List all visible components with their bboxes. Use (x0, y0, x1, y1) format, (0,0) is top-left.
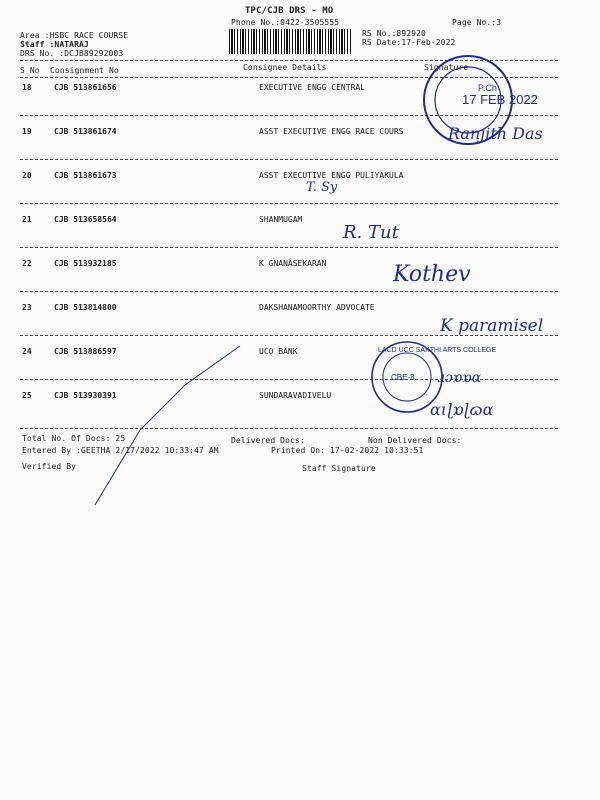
verified-by: Verified By (22, 462, 77, 471)
page-number: Page No.:3 (452, 18, 502, 27)
staff-label: Staff :NATARAJ (20, 40, 89, 49)
signature-row23: K paramisel (440, 316, 544, 336)
phone-number: Phone No.:0422-3505555 (231, 18, 340, 27)
row-sno: 18 (22, 83, 32, 92)
staff-signature: Staff Signature (302, 464, 376, 473)
printed-on: Printed On: 17-02-2022 10:33:51 (271, 446, 424, 455)
row-consignee: SHANMUGAM (259, 215, 303, 224)
row-sno: 20 (22, 171, 32, 180)
signature-row21: R. Tut (343, 222, 399, 243)
signature-row19: Ranjith Das (448, 124, 543, 143)
area-label: Area :HSBC RACE COURSE (20, 31, 129, 40)
row-consignment: CJB 513861656 (54, 83, 117, 92)
pen-stroke (95, 346, 240, 505)
col-consignee: Consignee Details (243, 63, 327, 72)
col-sno: S No (20, 66, 40, 75)
row-sno: 25 (22, 391, 32, 400)
row-sno: 23 (22, 303, 32, 312)
row-consignment: CJB 513814800 (54, 303, 117, 312)
row-sno: 21 (22, 215, 32, 224)
date-stamp-text: 17 FEB 2022 (462, 92, 538, 107)
row-consignment: CJB 513930391 (54, 391, 117, 400)
signature-row22: Kothev (393, 262, 471, 287)
col-consignment: Consignment No (50, 66, 119, 75)
document-title: TPC/CJB DRS - MO (245, 6, 334, 16)
total-docs: Total No. Of Docs: 25 (22, 434, 126, 443)
entered-by: Entered By :GEETHA 2/17/2022 10:33:47 AM (22, 446, 219, 455)
row-sno: 22 (22, 259, 32, 268)
signature-row24: ɹɔɒɒɑ (438, 370, 482, 386)
delivered-docs: Delivered Docs: (231, 436, 305, 445)
signature-row20: T. Sy (306, 180, 338, 195)
row-consignee: DAKSHANAMOORTHY ADVOCATE (259, 303, 375, 312)
row-consignment: CJB 513658564 (54, 215, 117, 224)
svg-text:CBE-8: CBE-8 (391, 373, 415, 382)
rs-date: RS Date:17-Feb-2022 (362, 38, 456, 47)
row-sno: 24 (22, 347, 32, 356)
row-consignee: ASST EXECUTIVE ENGG RACE COURS (259, 127, 404, 136)
non-delivered-docs: Non Delivered Docs: (368, 436, 462, 445)
row-consignment: CJB 513861674 (54, 127, 117, 136)
col-signature: Signature (424, 63, 469, 72)
row-consignee: K GNANASEKARAN (259, 259, 327, 268)
row-consignee: ASST EXECUTIVE ENGG PULIYAKULA (259, 171, 404, 180)
row-consignment: CJB 513932185 (54, 259, 117, 268)
signature-row25: ɑɩɭɒɭɷɑ (430, 400, 494, 419)
row-consignee: UCO BANK (259, 347, 298, 356)
row-consignee: EXECUTIVE ENGG CENTRAL (259, 83, 365, 92)
row-consignment: CJB 513861673 (54, 171, 117, 180)
row-sno: 19 (22, 127, 32, 136)
college-stamp-text: LACD UCC SAKTHI ARTS COLLEGE (378, 347, 497, 354)
row-consignment: CJB 513886597 (54, 347, 117, 356)
rs-number: RS No.:892920 (362, 29, 426, 38)
row-consignee: SUNDARAVADIVELU (259, 391, 332, 400)
svg-text:P.Ch: P.Ch (478, 83, 497, 93)
drs-number: DRS No. :DCJB89292003 (20, 49, 124, 58)
